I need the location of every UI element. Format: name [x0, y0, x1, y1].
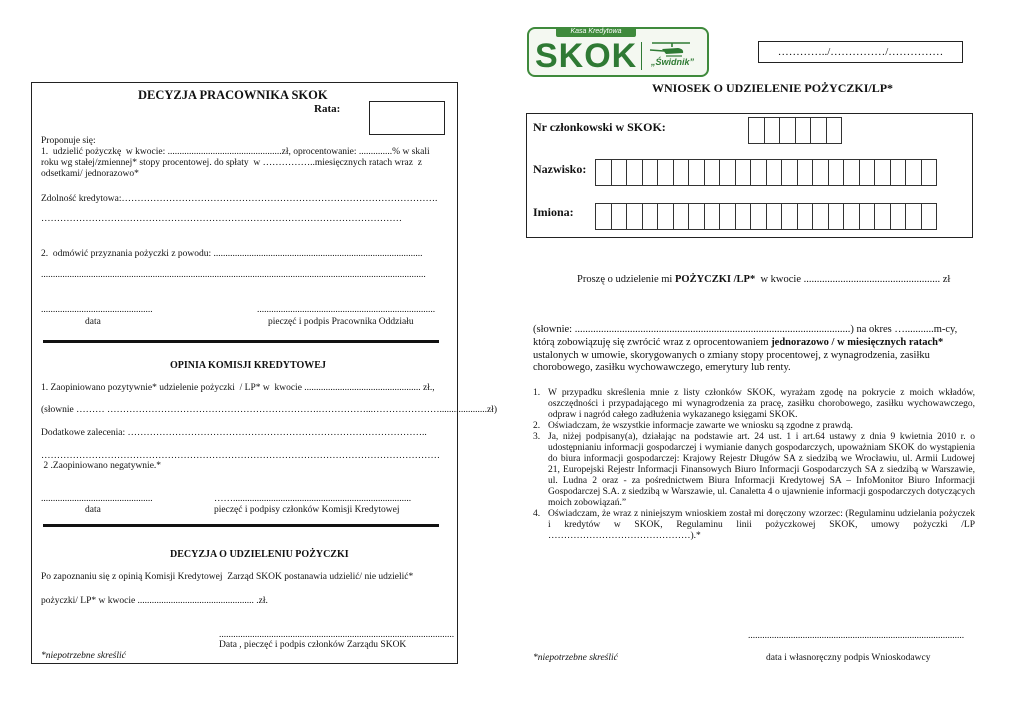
- refusal-reason-field[interactable]: 2. odmówić przyznania pożyczki z powodu: ........................................................................................: [41, 249, 423, 259]
- commission-signature-dots: ……...........................................................................: [214, 494, 412, 504]
- loan-decision-title: DECYZJA O UDZIELENIU POŻYCZKI: [170, 549, 349, 560]
- commission-date-caption: data: [85, 505, 101, 515]
- applicant-signature-caption: data i własnoręczny podpis Wnioskodawcy: [766, 653, 931, 663]
- clause-1: W przypadku skreślenia mnie z listy członków SKOK, wyrażam zgodę na pokrycie z moich wkładów, oszczędności i przypadającego mi wynagrodzenia za pracę, zasiłku chorobowego, zasiłku wychowawczego, odpraw i nagród całego zadłużenia wykazanego księgami SKOK.: [548, 388, 975, 420]
- names-cells[interactable]: [595, 203, 936, 230]
- commission-date-dots: ...............................................: [41, 494, 153, 504]
- rata-field[interactable]: [369, 101, 445, 135]
- opinion-amount-words[interactable]: (słownie ……… ………………………………………………………….……………...…………………....................zł): [41, 405, 497, 415]
- helicopter-icon: [648, 40, 694, 58]
- logo-wordmark: SKOK: [535, 37, 638, 75]
- proposal-heading: Proponuje się:: [41, 136, 96, 146]
- logo-city: „Świdnik”: [651, 57, 695, 67]
- commit-prefix: którą zobowiązuję się zwrócić wraz z oprocentowaniem: [533, 337, 772, 348]
- repayment-commitment: [533, 337, 943, 348]
- commit-mode: jednorazowo / w miesięcznych ratach*: [771, 337, 944, 348]
- application-date-field[interactable]: …………../……………/……………: [758, 41, 963, 63]
- clause-4: Oświadczam, że wraz z niniejszym wnioskiem został mi doręczony wzorzec: (Regulaminu udzielania pożyczek i kredytów w SKOK, Regulaminu linii pożyczkowej SKOK, umowy pożyczki /LP ………………………………………).*: [548, 509, 975, 541]
- employee-signature-dots: ...........................................................................: [257, 305, 436, 315]
- left-footnote: *niepotrzebne skreślić: [41, 651, 126, 661]
- commitment-line: ustalonych w umowie, skorygowanych o zmiany stopy procentowej, z wynagrodzenia, zasiłku: [533, 350, 930, 361]
- right-footnote: *niepotrzebne skreślić: [533, 653, 618, 663]
- board-signature-dots: ...................................................................................................: [219, 630, 455, 640]
- rata-label: Rata:: [314, 103, 341, 115]
- board-amount-line[interactable]: pożyczki/ LP* w kwocie ................................................. .zł.: [41, 596, 268, 606]
- board-decision-line: Po zapoznaniu się z opinią Komisji Kredytowej Zarząd SKOK postanawia udzielić/ nie udzielić*: [41, 572, 414, 582]
- proposal-line: 1. udzielić pożyczkę w kwocie: ................................................zł, oprocentowanie: ..............% w skali: [41, 147, 430, 157]
- credit-capacity-field-continued[interactable]: ……………………………………………………………………………………………………: [41, 214, 402, 224]
- recommendations-field[interactable]: Dodatkowe zalecenia: …………………………………………………………………………………..: [41, 428, 427, 438]
- member-number-cells[interactable]: [748, 117, 841, 144]
- loan-request-line[interactable]: [577, 274, 950, 285]
- employee-stamp-caption: pieczęć i podpis Pracownika Oddziału: [268, 317, 414, 327]
- surname-cells[interactable]: [595, 159, 936, 186]
- opinion-positive-line: 1. Zaopiniowano pozytywnie* udzielenie pożyczki / LP* w kwocie ................................................. zł.,: [41, 383, 435, 393]
- applicant-signature-dots: ...........................................................................................: [748, 631, 965, 641]
- opinion-title: OPINIA KOMISJI KREDYTOWEJ: [170, 360, 326, 371]
- decision-title: DECYZJA PRACOWNIKA SKOK: [138, 88, 328, 102]
- logo-divider: [641, 42, 642, 70]
- clause-3: Ja, niżej podpisany(a), działając na podstawie art. 24 ust. 1 i art.64 ustawy z dnia 9 kwietnia 2010 r. o udostępnianiu informacji gospodarczej i wymianie danych gospodarczych, upoważniam SKOK do wystąpienia do biura informacji gospodarczej: Krajowy Rejestr Długów SA z siedzibą we Wrocławiu, ul. Armii Ludowej 21, Europejski Rejestr Informacji Finansowych Biuro Informacji Gospodarczych SA z siedzibą w Warszawie, ul. Ludna 2 oraz - za pośrednictwem Biura Informacji Kredytowej SA – InfoMonitor Biuro Informacji Gospodarczej S.A. z siedzibą w Warszawie, ul. Canaletta 4 o ujawnienie informacji gospodarczych dotyczących moich zobowiązań.”: [548, 432, 975, 508]
- commission-stamp-caption: pieczęć i podpisy członków Komisji Kredytowej: [214, 505, 400, 515]
- clause-2: Oświadczam, że wszystkie informacje zawarte we wniosku są zgodne z prawdą.: [548, 421, 853, 431]
- section-divider: [43, 340, 439, 343]
- proposal-line: odsetkami/ jednorazowo*: [41, 169, 139, 179]
- refusal-reason-field-continued[interactable]: ..................................................................................................................................................................: [41, 270, 426, 280]
- request-amount: w kwocie .................................................... zł: [755, 274, 951, 285]
- section-divider: [43, 524, 439, 527]
- application-title: WNIOSEK O UDZIELENIE POŻYCZKI/LP*: [652, 81, 894, 95]
- opinion-negative-line: 2 .Zaopiniowano negatywnie.*: [41, 461, 162, 471]
- request-prefix: Proszę o udzielenie mi: [577, 274, 675, 285]
- employee-date-caption: data: [85, 317, 101, 327]
- amount-in-words-line[interactable]: (słownie: .........................................................................................................) na okres …...........m-cy,: [533, 324, 958, 335]
- commitment-line: chorobowego, zasiłku wychowawczego, emerytury lub renty.: [533, 362, 791, 373]
- logo-tagline: Kasa Kredytowa: [556, 27, 636, 37]
- recommendations-field-continued[interactable]: ………………………………………………………………………………………………………………: [41, 451, 440, 461]
- surname-label: Nazwisko:: [533, 162, 587, 176]
- employee-date-dots: ...............................................: [41, 305, 153, 315]
- request-loan-type: POŻYCZKI /LP*: [674, 274, 756, 285]
- credit-capacity-field[interactable]: Zdolność kredytowa:……………………………………………………………………………………….: [41, 194, 438, 204]
- member-number-label: Nr członkowski w SKOK:: [533, 120, 666, 134]
- names-label: Imiona:: [533, 205, 574, 219]
- board-signature-caption: Data , pieczęć i podpis członków Zarządu SKOK: [219, 640, 407, 650]
- proposal-line: roku wg stałej/zmiennej* stopy procentowej. do spłaty w ……………..miesięcznych ratach wraz z: [41, 158, 422, 168]
